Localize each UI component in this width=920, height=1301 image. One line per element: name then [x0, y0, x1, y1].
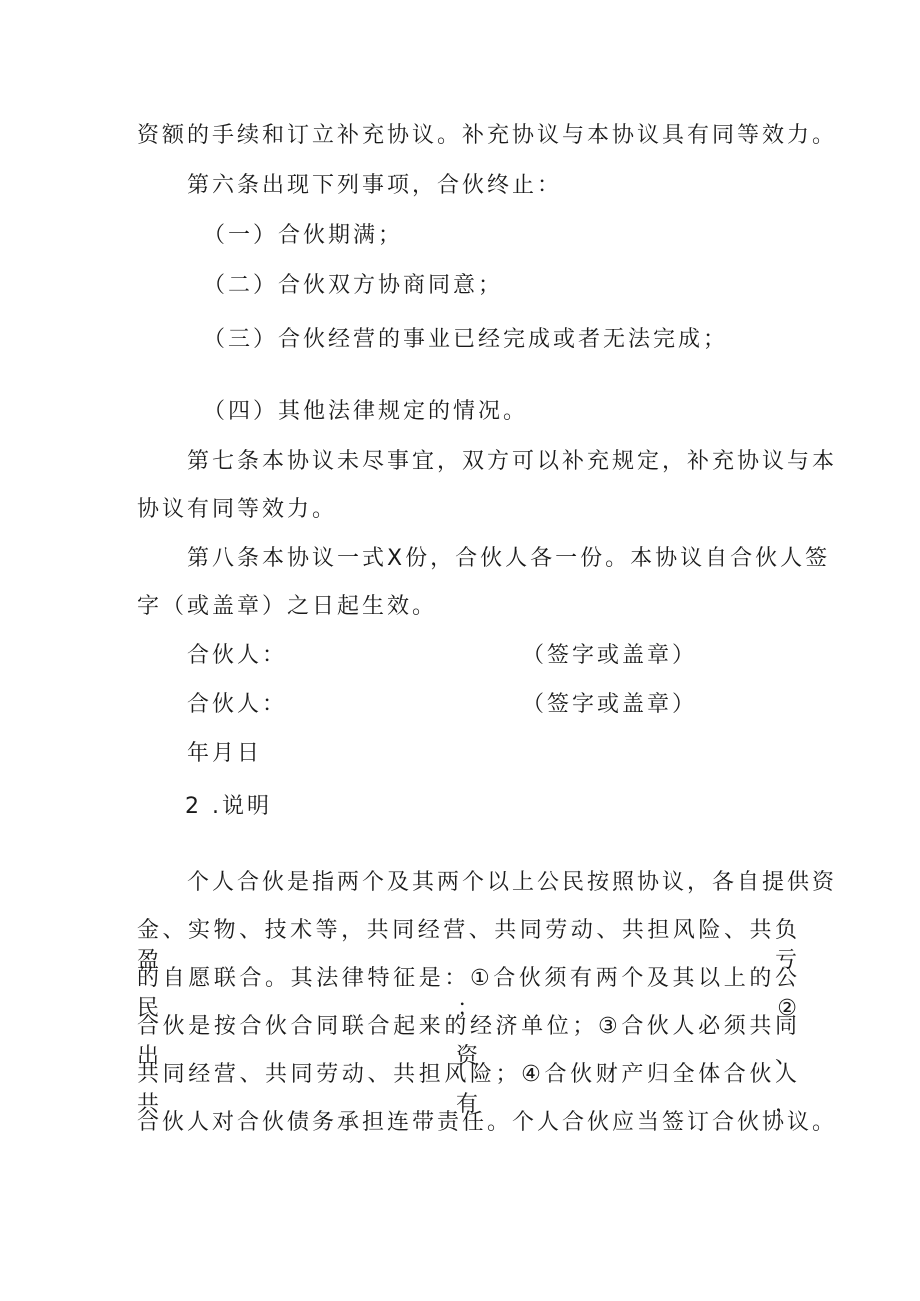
- explanation-line-2: 金、实物、技术等，共同经营、共同劳动、共担风险、共负盈亏: [137, 918, 800, 973]
- explanation-line-3: 的自愿联合。其法律特征是：①合伙须有两个及其以上的公民；②: [137, 966, 800, 1021]
- date-line: 年月日: [187, 741, 263, 766]
- explanation-line-6: 合伙人对合伙债务承担连带责任。个人合伙应当签订合伙协议。: [137, 1110, 838, 1135]
- article-eight-line-2: 字（或盖章）之日起生效。: [137, 594, 438, 619]
- signature-note-2: （签字或盖章）: [522, 692, 698, 717]
- list-item-one: （一）合伙期满；: [203, 223, 404, 248]
- article-six-heading: 第六条出现下列事项，合伙终止：: [187, 173, 563, 198]
- signature-label-2: 合伙人：: [187, 692, 288, 717]
- explanation-line-1: 个人合伙是指两个及其两个以上公民按照协议，各自提供资: [187, 870, 838, 895]
- article-seven-line-2: 协议有同等效力。: [137, 497, 338, 522]
- list-item-three: （三）合伙经营的事业已经完成或者无法完成；: [203, 327, 729, 352]
- section-heading: 2 .说明: [185, 794, 272, 819]
- list-item-two: （二）合伙双方协商同意；: [203, 273, 504, 298]
- article-eight-line-1: 第八条本协议一式X份，合伙人各一份。本协议自合伙人签: [187, 546, 831, 571]
- article-seven-line-1: 第七条本协议未尽事宜，双方可以补充规定，补充协议与本: [187, 449, 838, 474]
- explanation-line-5: 共同经营、共同劳动、共担风险；④合伙财产归全体合伙人共有，: [137, 1062, 800, 1117]
- explanation-line-4: 合伙是按合伙合同联合起来的经济单位；③合伙人必须共同出资、: [137, 1014, 800, 1069]
- list-item-four: （四）其他法律规定的情况。: [203, 399, 529, 424]
- signature-note-1: （签字或盖章）: [522, 643, 698, 668]
- paragraph-capital-procedure: 资额的手续和订立补充协议。补充协议与本协议具有同等效力。: [137, 123, 838, 148]
- signature-label-1: 合伙人：: [187, 643, 288, 668]
